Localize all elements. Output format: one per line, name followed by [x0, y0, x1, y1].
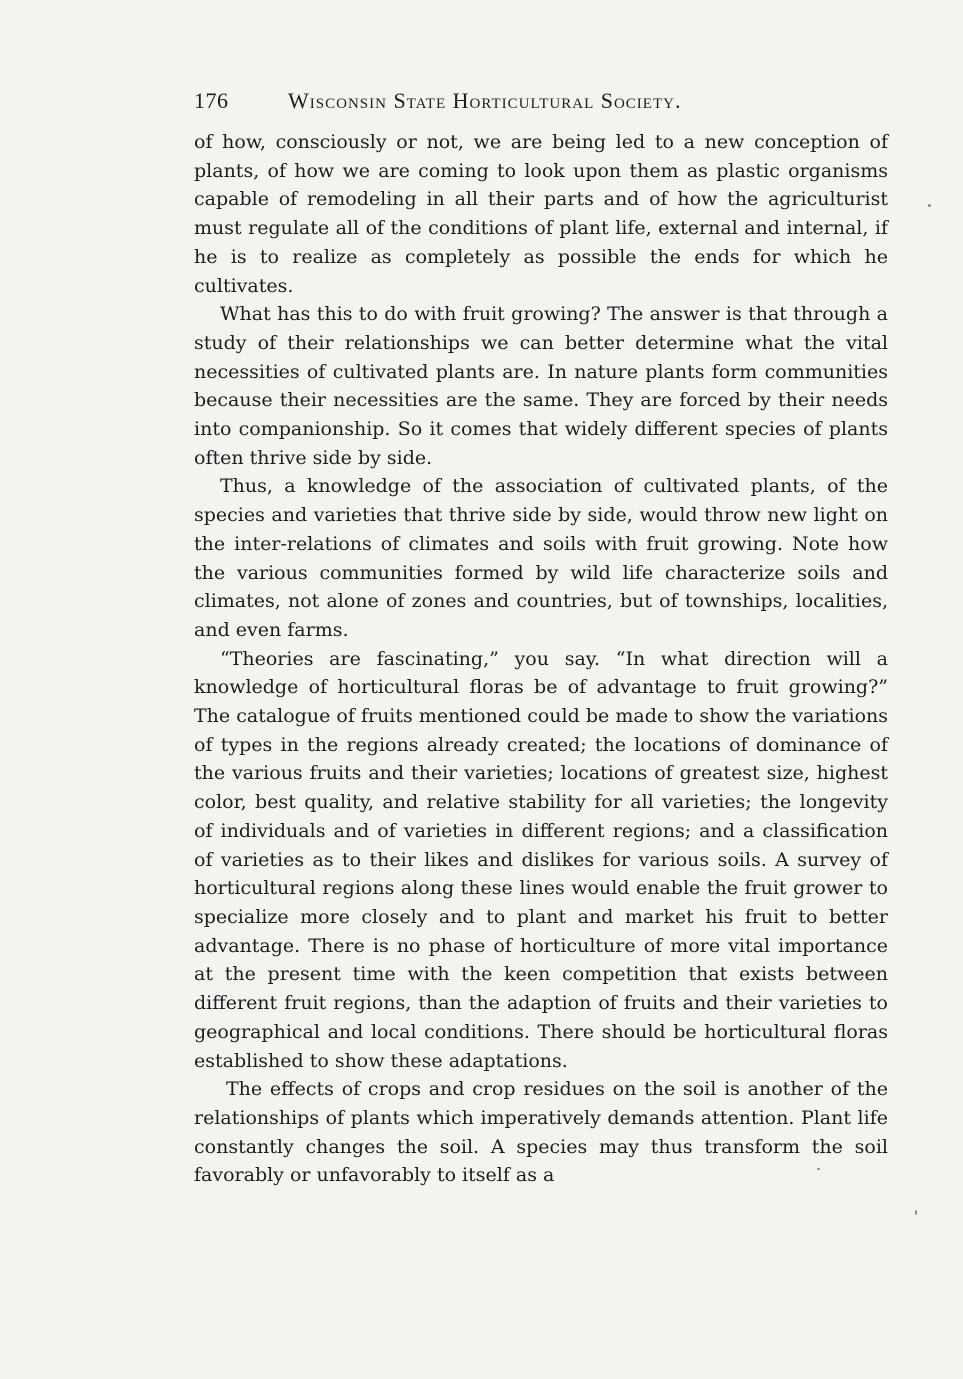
running-head: [194, 88, 888, 128]
paper-speck: [915, 1210, 917, 1215]
body-text: [194, 128, 888, 1190]
running-title: Wisconsin State Horticultural Society.: [288, 88, 682, 113]
paragraph-fruit-growing: What has this to do with fruit growing? The answer is that through a study of their relationships we can better determine what the vital necessities of cultivated plants are. In nature plants form communities because their necessities are the same. They are forced by their needs into companionship. So it comes that widely different species of plants often thrive side by side.: [194, 303, 888, 469]
paper-speck: [817, 1168, 820, 1170]
paragraph-association: Thus, a knowledge of the association of cultivated plants, of the species and varieties that thrive side by side, would throw new light on the inter-relations of climates and soils with fruit growing. Note how the various communities formed by wild life characterize soils and climates, not alone of zones and countries, but of townships, localities, and even farms.: [194, 475, 888, 641]
paragraph-crop-effects: The effects of crops and crop residues on the soil is another of the relationships of plants which imperatively demands attention. Plant life constantly changes the soil. A species may thus transform the soil favorably or unfavorably to itself as a: [194, 1078, 888, 1187]
page-number: 176: [194, 88, 229, 113]
paragraph-theories: “Theories are fascinating,” you say. “In what direction will a knowledge of horticultural floras be of advantage to fruit growing?” The catalogue of fruits mentioned could be made to show the variations of types in the regions already created; the locations of dominance of the various fruits and their varieties; locations of greatest size, highest color, best quality, and relative stability for all varieties; the longevity of individuals and of varieties in different regions; and a classification of varieties as to their likes and dislikes for various soils. A survey of horticultural regions along these lines would enable the fruit grower to specialize more closely and to plant and market his fruit to better advantage. There is no phase of horticulture of more vital importance at the present time with the keen competition that exists between different fruit regions, than the adaption of fruits and their varieties to geographical and local conditions. There should be horticultural floras established to show these adaptations.: [194, 647, 888, 1072]
paragraph-continued: of how, consciously or not, we are being led to a new conception of plants, of how we are coming to look upon them as plastic organisms capable of remodeling in all their parts and of how the agriculturist must regulate all of the conditions of plant life, external and internal, if he is to realize as completely as possible the ends for which he cultivates.: [194, 131, 888, 297]
book-page: [194, 88, 888, 1190]
paper-speck: [928, 204, 931, 207]
